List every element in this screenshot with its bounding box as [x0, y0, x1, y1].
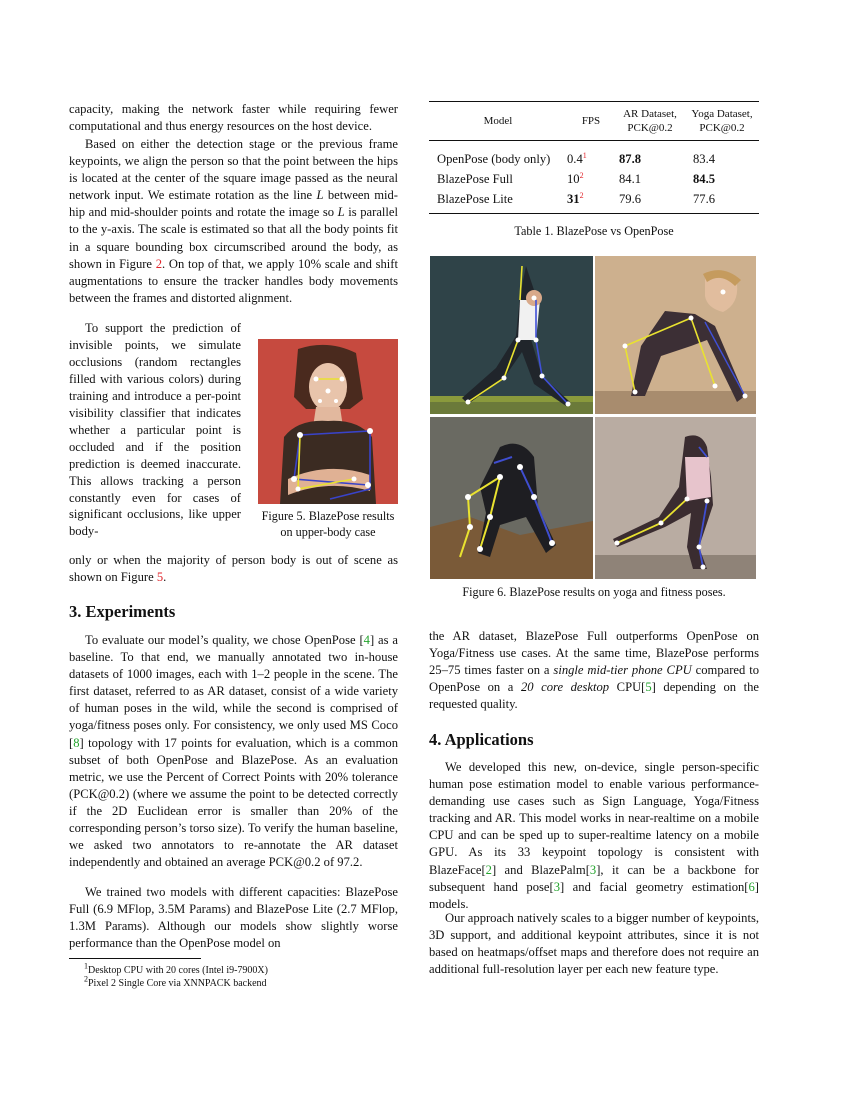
- text-span: 10: [567, 171, 580, 186]
- cell-fps: [567, 189, 615, 214]
- cell-model: OpenPose (body only): [437, 151, 551, 166]
- squat-pose-illustration: [430, 417, 593, 579]
- table-row: [429, 169, 759, 189]
- footnote-marker: 1: [84, 961, 88, 971]
- citation-6[interactable]: 6: [748, 879, 755, 894]
- text-span: Desktop CPU with 20 cores (Intel i9-7900X): [88, 965, 268, 976]
- figure-6-caption: Figure 6. BlazePose results on yoga and fitness poses.: [462, 585, 726, 599]
- text-span: ] and facial geometry estimation[: [560, 879, 749, 894]
- footnote-marker: 2: [84, 974, 88, 984]
- cell-ar: 84.1: [619, 171, 642, 186]
- cell-fps: [567, 149, 615, 169]
- cell-fps: [567, 169, 615, 189]
- upper-body-pose-illustration: [258, 339, 398, 504]
- footnote-1: [84, 961, 268, 977]
- text-span: only or when the majority of person body is out of scene as shown on Figure: [69, 553, 398, 585]
- cell-yoga: 84.5: [693, 171, 716, 186]
- crouch-pose-illustration: [595, 256, 756, 414]
- text-span: PCK@0.2: [699, 122, 745, 134]
- paragraph-evaluation: [69, 632, 398, 871]
- citation-8[interactable]: 8: [73, 735, 80, 750]
- citation-4[interactable]: 4: [363, 633, 370, 647]
- text-span: ] as a baseline. To that end, we manually annotated two in-house datasets of 1000 images, each with 1–2 people in the scene. The first dataset, referred to as AR dataset, consist of a wide variety of human poses in the wild, while the second is comprised of yoga/fitness poses only. For consistency, we only used MS Coco [: [69, 633, 398, 750]
- header-yoga: [685, 102, 759, 141]
- cell-ar: 87.8: [619, 151, 642, 166]
- text-italic: 20 core desktop: [520, 680, 610, 695]
- citation-3[interactable]: 3: [589, 862, 597, 877]
- text-span: ] topology with 17 points for evaluation, which is a common subset of both OpenPose and BlazePose. As an evaluation metric, we use the Percent of Correct Points with 20% tolerance (PCK@0.2) (where we assume the point to be detected correctly if the 2D Euclidean error is smaller than 20% of the corresponding person’s torso size). To verify the human baseline, we asked two annotators to re-annotate the AR dataset independently and obtained an average PCK@0.2 of 97.2.: [69, 735, 398, 870]
- figure-6-image-crouch: [595, 256, 756, 414]
- table-row: [429, 149, 759, 169]
- text-span: Yoga Dataset,: [691, 108, 753, 120]
- table-row: [429, 189, 759, 214]
- paragraph-occlusion-tail: [69, 552, 398, 586]
- text-span: To evaluate our model’s quality, we chose OpenPose [: [85, 633, 364, 647]
- paragraph-results: [429, 628, 759, 713]
- paragraph-applications: [429, 759, 759, 913]
- text-span: CPU[: [609, 680, 646, 695]
- text-span: compared to OpenPose on a: [429, 663, 759, 695]
- paragraph-alignment: [69, 136, 398, 307]
- text-span: ] models.: [429, 879, 759, 911]
- footnote-link[interactable]: 2: [579, 170, 584, 180]
- cell-model: BlazePose Lite: [437, 191, 513, 206]
- math-L: L: [316, 188, 324, 203]
- text-span: AR Dataset,: [623, 108, 677, 120]
- yoga-pose-illustration: [430, 256, 593, 414]
- text-span: PCK@0.2: [627, 122, 673, 134]
- footnote-2: [84, 974, 267, 990]
- figure-5-link[interactable]: 5: [156, 570, 164, 585]
- text-span: is parallel to the y-axis. The scale is estimated so that all the body points fit in a square bounding box circumscribed around the body, as shown in Figure: [69, 205, 398, 271]
- table-1-caption: Table 1. BlazePose vs OpenPose: [514, 224, 674, 238]
- footnote-link[interactable]: 1: [582, 150, 587, 160]
- text-span: 0.4: [567, 151, 583, 166]
- figure-5-image: [258, 339, 398, 504]
- text-span: ], it can be a backbone for subsequent hand pose[: [429, 862, 759, 894]
- text-italic: single mid-tier phone CPU: [553, 663, 692, 678]
- math-L: L: [337, 205, 345, 220]
- header-fps: FPS: [581, 115, 601, 127]
- cell-model: BlazePose Full: [437, 171, 513, 186]
- cell-yoga: 77.6: [693, 191, 716, 206]
- paragraph-models: We trained two models with different capacities: BlazePose Full (6.9 MFlop, 3.5M Params) and BlazePose Lite (2.7 MFlop, 1.3M Params). Although our models show slightly worse performance than the OpenPose model on: [69, 885, 398, 951]
- cell-yoga: 83.4: [693, 151, 716, 166]
- text-span: Based on either the detection stage or the previous frame keypoints, we align the person so that the point between the hips is located at the center of the square image passed as the neural network input. We estimate rotation as the line: [69, 137, 398, 203]
- section-4-title: 4. Applications: [429, 730, 534, 749]
- figure-5-caption: Figure 5. BlazePose results on upper-body case: [261, 509, 395, 539]
- citation-2[interactable]: 2: [485, 862, 492, 877]
- text-span: between mid-hip and mid-shoulder points and rotate the image so: [69, 188, 398, 220]
- lunge-pose-illustration: [595, 417, 756, 579]
- text-span: . On top of that, we apply 10% scale and shift augmentations to ensure the tracker handles body movements between the frames and distorted alignment.: [69, 256, 398, 305]
- text-span: .: [163, 570, 167, 585]
- table-1: [429, 101, 759, 214]
- header-model: Model: [483, 115, 513, 127]
- header-ar: [615, 102, 685, 141]
- figure-6-image-yoga-warrior: [430, 256, 593, 414]
- paragraph-scaling: Our approach natively scales to a bigger number of keypoints, 3D support, and additional keypoint attributes, since it is not based on heatmaps/offset maps and therefore does not require an additional full-resolution layer per each new feature type.: [429, 911, 759, 977]
- citation-5[interactable]: 5: [645, 680, 652, 695]
- cell-ar: 79.6: [619, 191, 642, 206]
- text-span: ] depending on the requested quality.: [429, 680, 759, 712]
- text-span: the AR dataset, BlazePose Full outperforms OpenPose on Yoga/Fitness use cases. At the same time, BlazePose performs 25–75 times faster on a: [429, 629, 759, 678]
- paragraph-capacity: capacity, making the network faster while requiring fewer computational and thus energy resources on the host device.: [69, 102, 398, 134]
- section-3-title: 3. Experiments: [69, 602, 176, 621]
- footnote-link[interactable]: 2: [579, 190, 584, 200]
- text-span: ] and BlazePalm[: [491, 862, 590, 877]
- figure-2-link[interactable]: 2: [155, 256, 163, 271]
- figure-6-image-lunge: [595, 417, 756, 579]
- footnote-rule: [69, 958, 201, 959]
- text-span: Pixel 2 Single Core via XNNPACK backend: [88, 978, 267, 989]
- paragraph-occlusion: To support the prediction of invisible points, we simulate occlusions (random rectangles filled with various colors) during training and introduce a per-point visibility classifier that indicates whether a particular point is occluded and if the position prediction is deemed inaccurate. This allows tracking a person constantly even for cases of significant occlusions, like upper body-: [69, 321, 241, 539]
- citation-3b[interactable]: 3: [553, 879, 560, 894]
- text-span: 31: [567, 191, 580, 206]
- text-span: We developed this new, on-device, single person-specific human pose estimation model to enable various performance-demanding use cases such as Sign Language, Yoga/Fitness tracking and AR. This model works in near-realtime on a mobile CPU and can be sped up to super-realtime latency on a mobile GPU. As its 33 keypoint topology is consistent with BlazeFace[: [429, 760, 759, 877]
- figure-6-image-squat: [430, 417, 593, 579]
